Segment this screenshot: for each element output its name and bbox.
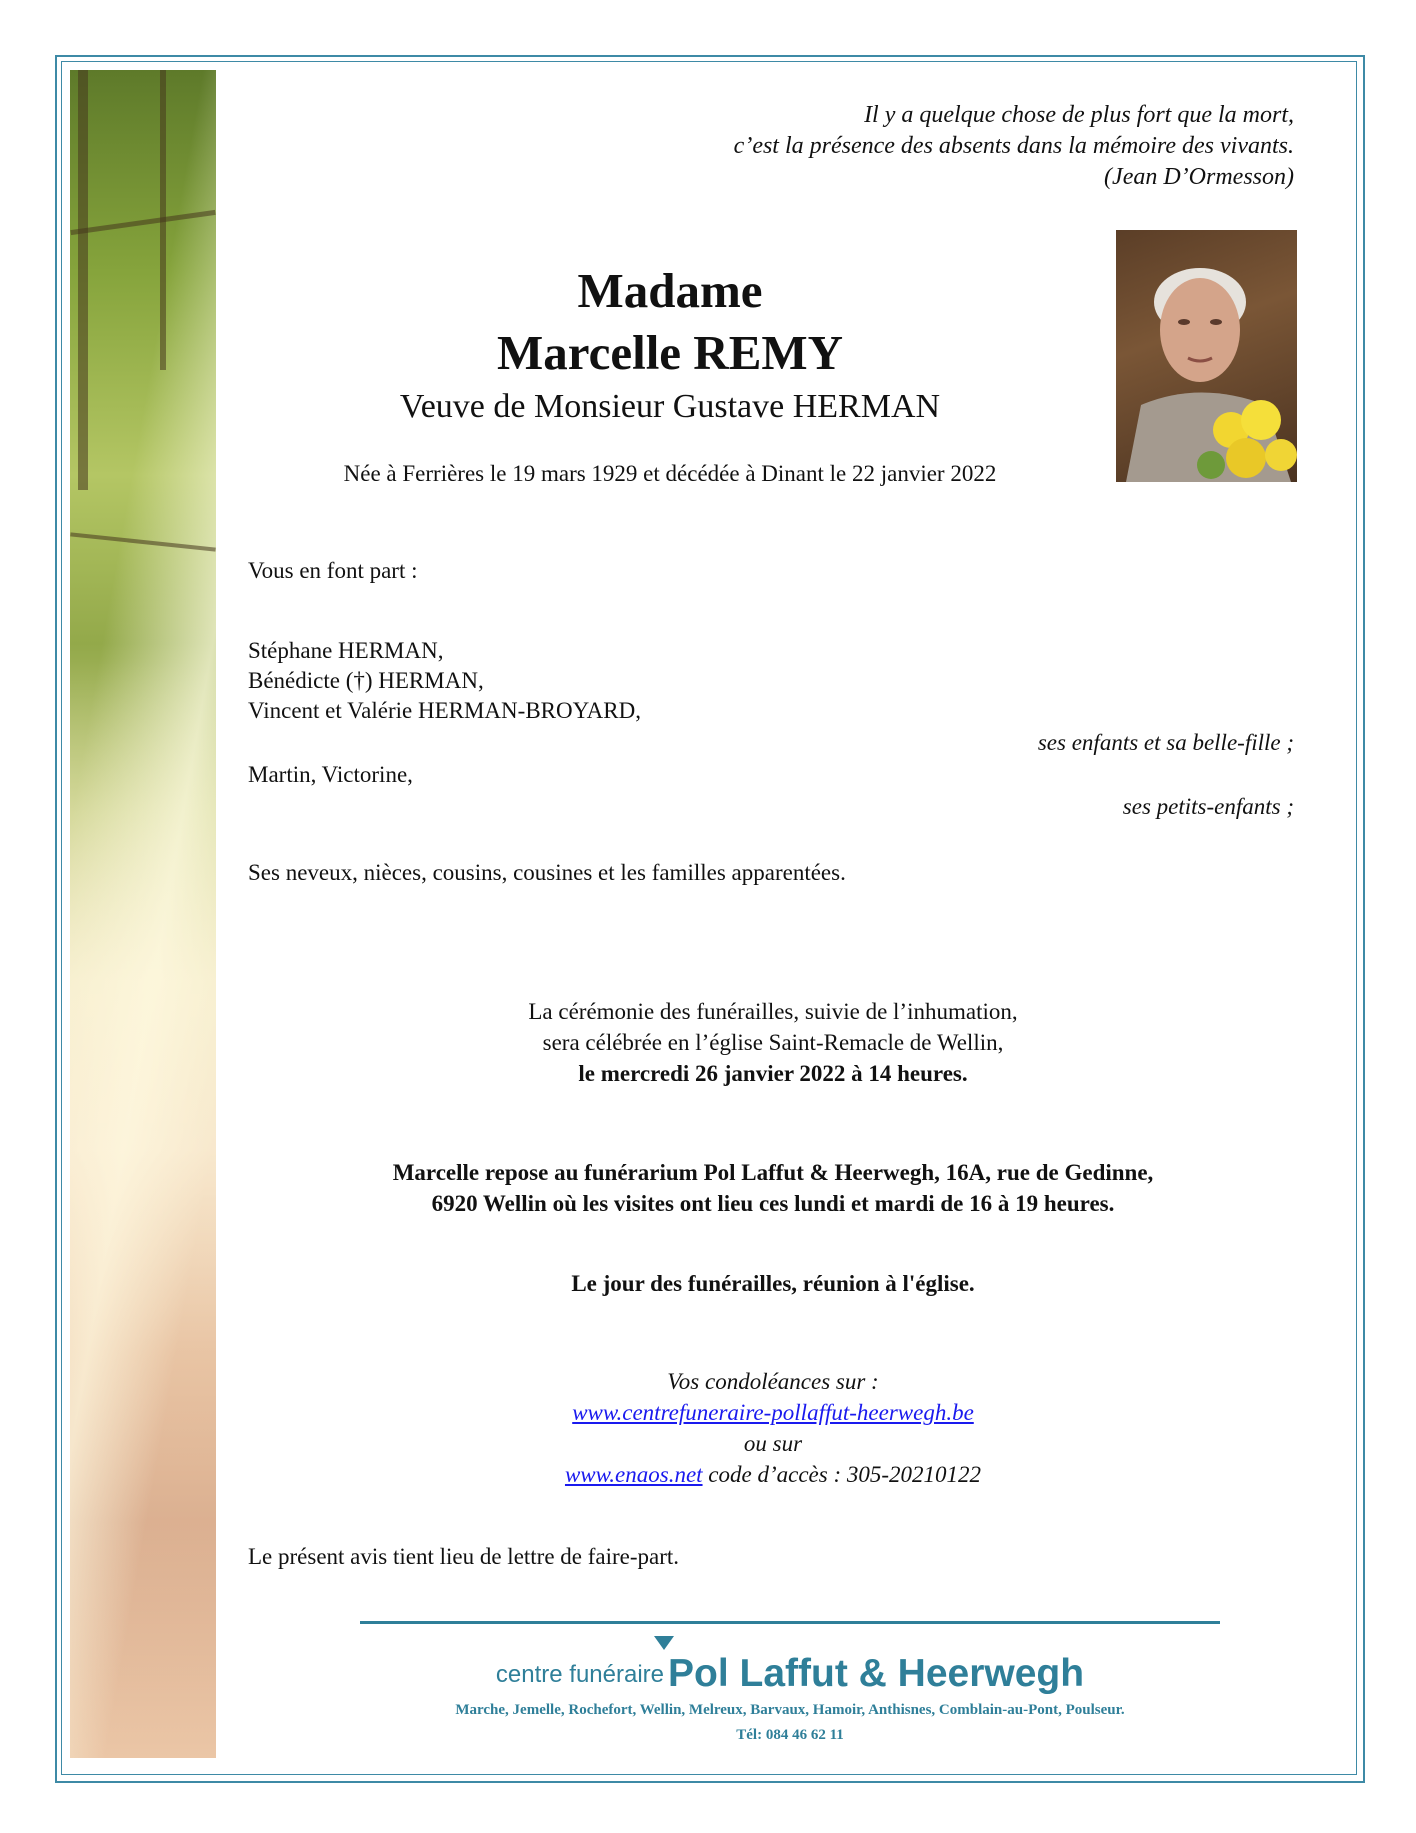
honorific-title: Madame (577, 263, 763, 318)
deceased-name: Marcelle REMY (496, 325, 844, 380)
visitation-line-2: 6920 Wellin où les visites ont lieu ces lundi et mardi de 16 à 19 heures. (431, 1191, 1115, 1216)
funeral-home-logo (360, 1652, 1220, 1696)
grandchildren: Martin, Victorine, (248, 762, 413, 787)
spouse-line: Veuve de Monsieur Gustave HERMAN (399, 388, 941, 425)
footer-locations: Marche, Jemelle, Rochefort, Wellin, Melreux, Barvaux, Hamoir, Anthisnes, Comblain-au-Pont, Poulseur. (455, 1702, 1125, 1718)
child-2: Bénédicte (†) HERMAN, (248, 668, 484, 693)
children-role: ses enfants et sa belle-fille ; (1037, 730, 1294, 755)
portrait-illustration (1116, 230, 1297, 482)
closing-note: Le présent avis tient lieu de lettre de faire-part. (248, 1544, 680, 1569)
footer-divider (360, 1621, 1220, 1624)
grandchildren-role: ses petits-enfants ; (1122, 794, 1294, 819)
footer-triangle-icon (654, 1636, 674, 1650)
condolences-link-2-row (250, 1459, 1296, 1490)
quote-author: (Jean D’Ormesson) (1104, 164, 1294, 190)
quote-line-1: Il y a quelque chose de plus fort que la mort, (864, 102, 1294, 128)
visitation-line-1: Marcelle repose au funérarium Pol Laffut & Heerwegh, 16A, rue de Gedinne, (392, 1160, 1154, 1185)
logo-brand: Pol Laffut & Heerwegh (668, 1652, 1085, 1695)
extended-family: Ses neveux, nièces, cousins, cousines et les familles apparentées. (248, 860, 846, 885)
birth-death-dates: Née à Ferrières le 19 mars 1929 et décédée à Dinant le 22 janvier 2022 (343, 461, 997, 486)
condolences-label: Vos condoléances sur : (667, 1369, 879, 1394)
ceremony-date: le mercredi 26 janvier 2022 à 14 heures. (578, 1061, 968, 1086)
church-meeting: Le jour des funérailles, réunion à l'église. (571, 1271, 975, 1296)
logo-prefix: centre funéraire (495, 1661, 665, 1688)
ceremony-line-2: sera célébrée en l’église Saint-Remacle de Wellin, (542, 1030, 1004, 1055)
condolences-link-1-row (250, 1397, 1296, 1428)
announcement-intro: Vous en font part : (248, 558, 418, 583)
ceremony-line-1: La cérémonie des funérailles, suivie de l’inhumation, (528, 999, 1018, 1024)
condolences-or: ou sur (743, 1431, 803, 1456)
child-3: Vincent et Valérie HERMAN-BROYARD, (248, 698, 641, 723)
forest-path-image (70, 70, 216, 1758)
footer-phone: Tél: 084 46 62 11 (736, 1727, 844, 1743)
child-1: Stéphane HERMAN, (248, 638, 444, 663)
epigraph-quote (734, 100, 1294, 193)
quote-line-2: c’est la présence des absents dans la mémoire des vivants. (733, 133, 1294, 159)
condolences-link-2[interactable]: www.enaos.net (564, 1462, 703, 1487)
access-code: code d’accès : 305-20210122 (702, 1462, 982, 1487)
portrait-photo (1116, 230, 1297, 482)
condolences-link-1[interactable]: www.centrefuneraire-pollaffut-heerwegh.be (572, 1400, 974, 1425)
